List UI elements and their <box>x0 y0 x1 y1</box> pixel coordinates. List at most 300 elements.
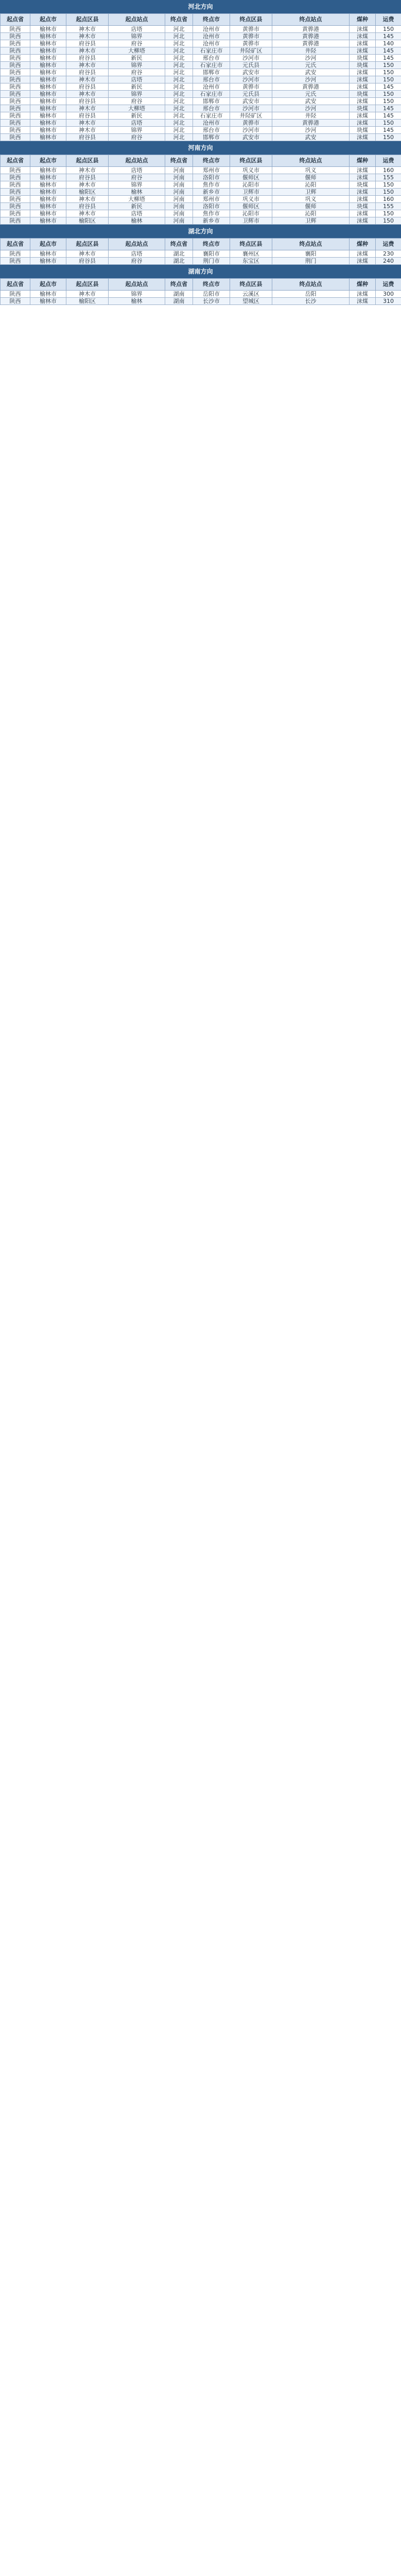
table-cell: 偃师区 <box>230 203 272 210</box>
table-cell: 沫煤 <box>350 47 376 55</box>
table-cell: 石家庄市 <box>193 47 230 55</box>
table-cell: 长沙市 <box>193 298 230 305</box>
table-cell: 黄骅港 <box>272 83 350 91</box>
table-cell: 神木市 <box>66 127 109 134</box>
table-cell: 石家庄市 <box>193 62 230 69</box>
table-cell: 神木市 <box>66 196 109 203</box>
table-cell: 沁阳 <box>272 181 350 189</box>
table-cell: 府谷县 <box>66 203 109 210</box>
table-cell: 偃师 <box>272 174 350 181</box>
table-cell: 焦作市 <box>193 210 230 217</box>
table-cell: 榆林市 <box>30 217 66 225</box>
table-cell: 神木市 <box>66 210 109 217</box>
table-cell: 神木市 <box>66 120 109 127</box>
table-cell: 沫煤 <box>350 250 376 258</box>
table-cell: 巩义 <box>272 196 350 203</box>
table-cell: 店塔 <box>109 250 165 258</box>
table-cell: 块煤 <box>350 203 376 210</box>
table-cell: 榆林市 <box>30 250 66 258</box>
table-cell: 145 <box>376 112 401 120</box>
table-cell: 150 <box>376 120 401 127</box>
table-row <box>1 47 401 55</box>
column-header: 起点站点 <box>109 155 165 167</box>
table-cell: 陕西 <box>1 76 30 83</box>
table-row <box>1 203 401 210</box>
table-cell: 府谷县 <box>66 83 109 91</box>
section <box>0 265 401 305</box>
table-cell: 沧州市 <box>193 120 230 127</box>
column-header: 终点站点 <box>272 279 350 291</box>
table-cell: 荆门市 <box>193 258 230 265</box>
table-cell: 榆林 <box>109 189 165 196</box>
column-header: 起点站点 <box>109 239 165 250</box>
table-cell: 府谷县 <box>66 40 109 47</box>
column-header: 起点区县 <box>66 279 109 291</box>
table-cell: 府谷县 <box>66 174 109 181</box>
table-cell: 沫煤 <box>350 174 376 181</box>
table-cell: 府谷 <box>109 98 165 105</box>
table-cell: 黄骅港 <box>272 33 350 40</box>
table-cell: 榆林市 <box>30 105 66 112</box>
table-cell: 沫煤 <box>350 83 376 91</box>
table-row <box>1 291 401 298</box>
table-cell: 沙河 <box>272 127 350 134</box>
table-cell: 邢台市 <box>193 55 230 62</box>
table-cell: 新民 <box>109 55 165 62</box>
table-cell: 榆阳区 <box>66 298 109 305</box>
section-title: 湖南方向 <box>0 265 401 278</box>
table-cell: 150 <box>376 91 401 98</box>
table-cell: 沙河市 <box>230 127 272 134</box>
table-cell: 店塔 <box>109 120 165 127</box>
column-header: 起点区县 <box>66 239 109 250</box>
table-cell: 榆林市 <box>30 181 66 189</box>
section <box>0 0 401 141</box>
table-cell: 河北 <box>165 112 193 120</box>
table-cell: 府谷县 <box>66 55 109 62</box>
table-cell: 陕西 <box>1 210 30 217</box>
table-cell: 河南 <box>165 203 193 210</box>
table-cell: 陕西 <box>1 167 30 174</box>
column-header: 运费 <box>376 155 401 167</box>
table-cell: 榆林市 <box>30 196 66 203</box>
table-row <box>1 181 401 189</box>
table-cell: 巩义市 <box>230 167 272 174</box>
table-cell: 150 <box>376 181 401 189</box>
table-cell: 陕西 <box>1 134 30 141</box>
table-cell: 陕西 <box>1 189 30 196</box>
table-cell: 沫煤 <box>350 40 376 47</box>
table-cell: 井陉 <box>272 47 350 55</box>
table-cell: 陕西 <box>1 250 30 258</box>
table-cell: 145 <box>376 47 401 55</box>
table-cell: 神木市 <box>66 62 109 69</box>
table-cell: 巩义 <box>272 167 350 174</box>
table-cell: 神木市 <box>66 181 109 189</box>
table-cell: 陕西 <box>1 298 30 305</box>
table-cell: 河北 <box>165 62 193 69</box>
table-cell: 邯郸市 <box>193 69 230 76</box>
table-cell: 洛阳市 <box>193 203 230 210</box>
table-cell: 300 <box>376 291 401 298</box>
table-cell: 襄阳市 <box>193 250 230 258</box>
table-cell: 块煤 <box>350 62 376 69</box>
table-row <box>1 98 401 105</box>
table-row <box>1 33 401 40</box>
column-header: 终点省 <box>165 279 193 291</box>
table-cell: 陕西 <box>1 40 30 47</box>
column-header: 煤种 <box>350 14 376 26</box>
table-cell: 陕西 <box>1 181 30 189</box>
table-row <box>1 69 401 76</box>
table-cell: 150 <box>376 217 401 225</box>
table-cell: 榆阳区 <box>66 217 109 225</box>
table-cell: 卫辉市 <box>230 189 272 196</box>
table-cell: 块煤 <box>350 91 376 98</box>
table-cell: 沫煤 <box>350 76 376 83</box>
table-cell: 井陉矿区 <box>230 47 272 55</box>
table-cell: 河北 <box>165 26 193 33</box>
table-cell: 榆林市 <box>30 167 66 174</box>
table-cell: 陕西 <box>1 47 30 55</box>
table-cell: 店塔 <box>109 26 165 33</box>
table-cell: 145 <box>376 127 401 134</box>
table-cell: 沁阳 <box>272 210 350 217</box>
table-cell: 东宝区 <box>230 258 272 265</box>
table-row <box>1 76 401 83</box>
table-cell: 新乡市 <box>193 217 230 225</box>
table-cell: 河北 <box>165 47 193 55</box>
page <box>0 0 401 305</box>
table-cell: 150 <box>376 62 401 69</box>
table-cell: 陕西 <box>1 258 30 265</box>
table-row <box>1 105 401 112</box>
column-header: 终点站点 <box>272 239 350 250</box>
table-cell: 河北 <box>165 91 193 98</box>
table-cell: 沫煤 <box>350 69 376 76</box>
table-cell: 府谷县 <box>66 112 109 120</box>
table-cell: 府谷县 <box>66 69 109 76</box>
table-cell: 神木市 <box>66 26 109 33</box>
table-cell: 榆林市 <box>30 62 66 69</box>
table-cell: 块煤 <box>350 105 376 112</box>
table-cell: 大柳塔 <box>109 196 165 203</box>
column-header: 终点站点 <box>272 155 350 167</box>
table-row <box>1 55 401 62</box>
column-header: 终点站点 <box>272 14 350 26</box>
table-cell: 150 <box>376 26 401 33</box>
column-header: 煤种 <box>350 155 376 167</box>
table-cell: 湖北 <box>165 250 193 258</box>
table-cell: 武安 <box>272 98 350 105</box>
freight-table <box>0 13 401 141</box>
table-cell: 井陉矿区 <box>230 112 272 120</box>
table-cell: 150 <box>376 98 401 105</box>
table-cell: 河北 <box>165 120 193 127</box>
table-cell: 榆林市 <box>30 26 66 33</box>
table-cell: 河北 <box>165 33 193 40</box>
table-row <box>1 167 401 174</box>
freight-table <box>0 238 401 265</box>
table-cell: 榆林市 <box>30 120 66 127</box>
table-row <box>1 217 401 225</box>
table-cell: 元氏县 <box>230 62 272 69</box>
table-row <box>1 26 401 33</box>
table-cell: 陕西 <box>1 217 30 225</box>
table-cell: 河南 <box>165 217 193 225</box>
column-header: 煤种 <box>350 239 376 250</box>
table-cell: 河南 <box>165 174 193 181</box>
table-cell: 邯郸市 <box>193 134 230 141</box>
table-cell: 榆林市 <box>30 83 66 91</box>
table-cell: 黄骅市 <box>230 120 272 127</box>
column-header: 起点省 <box>1 155 30 167</box>
table-cell: 沧州市 <box>193 40 230 47</box>
table-cell: 240 <box>376 258 401 265</box>
table-row <box>1 174 401 181</box>
table-cell: 元氏 <box>272 62 350 69</box>
table-cell: 河北 <box>165 98 193 105</box>
table-cell: 河北 <box>165 76 193 83</box>
table-cell: 榆林 <box>109 217 165 225</box>
column-header: 运费 <box>376 279 401 291</box>
column-header: 终点市 <box>193 155 230 167</box>
table-cell: 榆林市 <box>30 40 66 47</box>
column-header: 终点市 <box>193 239 230 250</box>
table-cell: 府谷县 <box>66 258 109 265</box>
table-cell: 府谷 <box>109 134 165 141</box>
table-row <box>1 112 401 120</box>
table-cell: 沫煤 <box>350 167 376 174</box>
section <box>0 225 401 265</box>
table-cell: 锦界 <box>109 91 165 98</box>
table-cell: 陕西 <box>1 105 30 112</box>
table-cell: 陕西 <box>1 91 30 98</box>
table-row <box>1 83 401 91</box>
table-cell: 邢台市 <box>193 127 230 134</box>
table-cell: 陕西 <box>1 120 30 127</box>
table-cell: 武安市 <box>230 98 272 105</box>
table-cell: 陕西 <box>1 62 30 69</box>
table-header-row <box>1 14 401 26</box>
table-cell: 湖北 <box>165 258 193 265</box>
table-cell: 新民 <box>109 203 165 210</box>
table-cell: 145 <box>376 83 401 91</box>
column-header: 起点省 <box>1 14 30 26</box>
table-cell: 襄阳 <box>272 250 350 258</box>
table-cell: 卫辉 <box>272 217 350 225</box>
table-cell: 沫煤 <box>350 134 376 141</box>
table-cell: 陕西 <box>1 69 30 76</box>
table-cell: 160 <box>376 196 401 203</box>
table-cell: 沧州市 <box>193 26 230 33</box>
table-cell: 陕西 <box>1 174 30 181</box>
table-cell: 155 <box>376 203 401 210</box>
table-cell: 榆林市 <box>30 174 66 181</box>
table-cell: 沫煤 <box>350 196 376 203</box>
table-cell: 150 <box>376 210 401 217</box>
table-cell: 沫煤 <box>350 120 376 127</box>
column-header: 终点省 <box>165 239 193 250</box>
table-cell: 沙河 <box>272 105 350 112</box>
table-cell: 井陉 <box>272 112 350 120</box>
table-cell: 河北 <box>165 105 193 112</box>
table-cell: 长沙 <box>272 298 350 305</box>
table-cell: 府谷 <box>109 40 165 47</box>
table-row <box>1 189 401 196</box>
table-cell: 偃师 <box>272 203 350 210</box>
table-cell: 145 <box>376 55 401 62</box>
table-cell: 沧州市 <box>193 33 230 40</box>
table-cell: 锦界 <box>109 33 165 40</box>
table-cell: 武安 <box>272 69 350 76</box>
freight-table <box>0 155 401 225</box>
table-cell: 150 <box>376 76 401 83</box>
table-cell: 河南 <box>165 167 193 174</box>
table-cell: 岳阳市 <box>193 291 230 298</box>
table-cell: 邢台市 <box>193 105 230 112</box>
table-cell: 武安市 <box>230 69 272 76</box>
table-cell: 府谷 <box>109 258 165 265</box>
table-cell: 河南 <box>165 196 193 203</box>
table-cell: 陕西 <box>1 83 30 91</box>
table-row <box>1 250 401 258</box>
column-header: 起点市 <box>30 155 66 167</box>
table-cell: 岳阳 <box>272 291 350 298</box>
table-row <box>1 134 401 141</box>
table-cell: 沫煤 <box>350 291 376 298</box>
table-cell: 石家庄市 <box>193 91 230 98</box>
table-cell: 店塔 <box>109 210 165 217</box>
table-cell: 160 <box>376 167 401 174</box>
table-cell: 神木市 <box>66 33 109 40</box>
table-cell: 155 <box>376 174 401 181</box>
table-cell: 310 <box>376 298 401 305</box>
table-cell: 河南 <box>165 181 193 189</box>
table-cell: 锦界 <box>109 181 165 189</box>
table-cell: 河北 <box>165 134 193 141</box>
table-cell: 邯郸市 <box>193 98 230 105</box>
table-cell: 元氏县 <box>230 91 272 98</box>
table-cell: 榆林市 <box>30 127 66 134</box>
table-cell: 新乡市 <box>193 189 230 196</box>
table-cell: 榆林市 <box>30 76 66 83</box>
column-header: 运费 <box>376 14 401 26</box>
table-cell: 神木市 <box>66 91 109 98</box>
table-cell: 榆林市 <box>30 98 66 105</box>
table-row <box>1 258 401 265</box>
table-cell: 府谷 <box>109 174 165 181</box>
column-header: 终点区县 <box>230 279 272 291</box>
table-cell: 望城区 <box>230 298 272 305</box>
table-row <box>1 120 401 127</box>
table-cell: 河北 <box>165 69 193 76</box>
column-header: 终点省 <box>165 14 193 26</box>
table-cell: 块煤 <box>350 127 376 134</box>
table-cell: 府谷 <box>109 69 165 76</box>
column-header: 起点市 <box>30 14 66 26</box>
table-cell: 沫煤 <box>350 189 376 196</box>
table-cell: 焦作市 <box>193 181 230 189</box>
table-header-row <box>1 239 401 250</box>
table-cell: 沁阳市 <box>230 181 272 189</box>
table-cell: 黄骅港 <box>272 120 350 127</box>
section <box>0 141 401 225</box>
table-cell: 河南 <box>165 210 193 217</box>
table-cell: 沫煤 <box>350 26 376 33</box>
table-cell: 块煤 <box>350 55 376 62</box>
table-cell: 河北 <box>165 127 193 134</box>
column-header: 终点区县 <box>230 14 272 26</box>
column-header: 起点站点 <box>109 14 165 26</box>
table-cell: 榆林市 <box>30 69 66 76</box>
table-cell: 陕西 <box>1 196 30 203</box>
table-cell: 沧州市 <box>193 83 230 91</box>
table-cell: 神木市 <box>66 291 109 298</box>
table-cell: 新民 <box>109 112 165 120</box>
table-cell: 沙河 <box>272 55 350 62</box>
table-row <box>1 40 401 47</box>
table-cell: 沙河市 <box>230 55 272 62</box>
table-cell: 锦界 <box>109 62 165 69</box>
table-cell: 神木市 <box>66 250 109 258</box>
table-cell: 陕西 <box>1 203 30 210</box>
table-cell: 沙河 <box>272 76 350 83</box>
table-cell: 沙河市 <box>230 105 272 112</box>
table-cell: 150 <box>376 134 401 141</box>
table-cell: 锦界 <box>109 291 165 298</box>
table-cell: 卫辉市 <box>230 217 272 225</box>
table-cell: 黄骅港 <box>272 26 350 33</box>
table-cell: 襄州区 <box>230 250 272 258</box>
table-cell: 神木市 <box>66 167 109 174</box>
table-cell: 150 <box>376 69 401 76</box>
section-title: 河南方向 <box>0 141 401 155</box>
table-cell: 陕西 <box>1 98 30 105</box>
table-cell: 沫煤 <box>350 33 376 40</box>
table-cell: 湖南 <box>165 298 193 305</box>
table-cell: 沙河市 <box>230 76 272 83</box>
table-cell: 府谷县 <box>66 98 109 105</box>
table-cell: 榆林市 <box>30 189 66 196</box>
table-row <box>1 196 401 203</box>
table-cell: 榆林市 <box>30 47 66 55</box>
table-cell: 榆林市 <box>30 258 66 265</box>
table-cell: 邢台市 <box>193 76 230 83</box>
table-cell: 榆林市 <box>30 91 66 98</box>
table-cell: 黄骅市 <box>230 33 272 40</box>
table-cell: 沫煤 <box>350 98 376 105</box>
table-cell: 黄骅市 <box>230 40 272 47</box>
column-header: 起点省 <box>1 239 30 250</box>
column-header: 起点区县 <box>66 155 109 167</box>
table-cell: 大柳塔 <box>109 47 165 55</box>
table-cell: 榆林市 <box>30 210 66 217</box>
table-cell: 沁阳市 <box>230 210 272 217</box>
table-cell: 沫煤 <box>350 258 376 265</box>
table-cell: 荆门 <box>272 258 350 265</box>
table-cell: 云溪区 <box>230 291 272 298</box>
table-cell: 陕西 <box>1 112 30 120</box>
table-cell: 榆林市 <box>30 55 66 62</box>
table-cell: 陕西 <box>1 26 30 33</box>
table-cell: 河北 <box>165 55 193 62</box>
freight-table <box>0 278 401 305</box>
table-cell: 郑州市 <box>193 167 230 174</box>
table-row <box>1 210 401 217</box>
table-cell: 沫煤 <box>350 298 376 305</box>
section-title: 河北方向 <box>0 0 401 13</box>
